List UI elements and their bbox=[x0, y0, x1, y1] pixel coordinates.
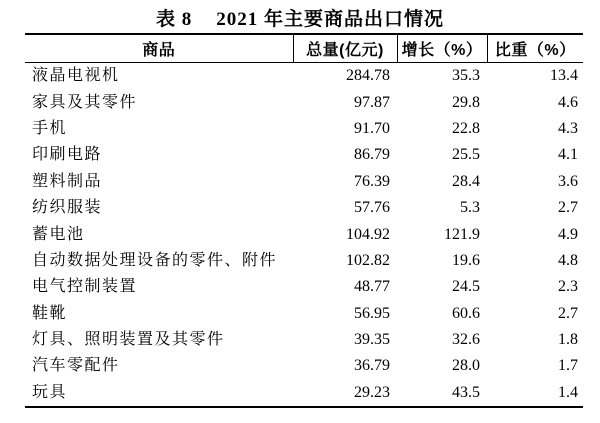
total-cell: 86.79 bbox=[354, 146, 390, 164]
table-row bbox=[25, 380, 583, 407]
commodity-cell: 液晶电视机 bbox=[32, 67, 120, 85]
total-cell: 39.35 bbox=[354, 331, 390, 349]
total-cell: 91.70 bbox=[354, 119, 390, 137]
growth-cell: 25.5 bbox=[452, 146, 480, 164]
export-table bbox=[25, 33, 583, 408]
total-cell: 97.87 bbox=[354, 93, 390, 111]
commodity-cell: 电气控制装置 bbox=[32, 278, 138, 296]
total-cell: 102.82 bbox=[346, 251, 390, 269]
share-cell: 1.4 bbox=[558, 383, 578, 401]
growth-cell: 19.6 bbox=[452, 251, 480, 269]
table-number: 表 8 bbox=[155, 9, 193, 30]
commodity-cell: 灯具、照明装置及其零件 bbox=[32, 331, 225, 349]
share-cell: 2.7 bbox=[558, 304, 578, 322]
share-cell: 1.8 bbox=[558, 331, 578, 349]
header-commodity: 商品 bbox=[25, 34, 293, 63]
total-cell: 284.78 bbox=[346, 67, 390, 85]
share-cell: 4.9 bbox=[558, 225, 578, 243]
share-cell: 3.6 bbox=[558, 172, 578, 190]
table-row bbox=[25, 63, 583, 90]
growth-cell: 24.5 bbox=[452, 278, 480, 296]
commodity-cell: 塑料制品 bbox=[32, 172, 103, 190]
table-title bbox=[0, 4, 600, 31]
table-row bbox=[25, 142, 583, 168]
table-row bbox=[25, 301, 583, 327]
growth-cell: 60.6 bbox=[452, 304, 480, 322]
total-cell: 56.95 bbox=[354, 304, 390, 322]
table-row bbox=[25, 248, 583, 274]
commodity-cell: 手机 bbox=[32, 119, 68, 137]
growth-cell: 35.3 bbox=[452, 67, 480, 85]
commodity-cell: 汽车零配件 bbox=[32, 357, 120, 375]
header-total: 总量(亿元) bbox=[293, 34, 397, 63]
share-cell: 4.3 bbox=[558, 119, 578, 137]
table-caption: 2021 年主要商品出口情况 bbox=[216, 9, 445, 30]
growth-cell: 121.9 bbox=[444, 225, 480, 243]
share-cell: 2.3 bbox=[558, 278, 578, 296]
header-row bbox=[25, 34, 583, 63]
share-cell: 1.7 bbox=[558, 357, 578, 375]
table-row bbox=[25, 169, 583, 195]
growth-cell: 28.4 bbox=[452, 172, 480, 190]
commodity-cell: 家具及其零件 bbox=[32, 93, 138, 111]
share-cell: 13.4 bbox=[550, 67, 578, 85]
table-row bbox=[25, 116, 583, 142]
total-cell: 29.23 bbox=[354, 383, 390, 401]
table-row bbox=[25, 195, 583, 221]
growth-cell: 5.3 bbox=[460, 199, 480, 217]
commodity-cell: 鞋靴 bbox=[32, 304, 68, 322]
commodity-cell: 自动数据处理设备的零件、附件 bbox=[32, 251, 278, 269]
commodity-cell: 纺织服装 bbox=[32, 199, 103, 217]
total-cell: 57.76 bbox=[354, 199, 390, 217]
growth-cell: 29.8 bbox=[452, 93, 480, 111]
table-row bbox=[25, 221, 583, 247]
commodity-cell: 印刷电路 bbox=[32, 146, 103, 164]
table-row bbox=[25, 327, 583, 353]
growth-cell: 28.0 bbox=[452, 357, 480, 375]
header-growth: 增长（%） bbox=[397, 34, 487, 63]
total-cell: 48.77 bbox=[354, 278, 390, 296]
total-cell: 36.79 bbox=[354, 357, 390, 375]
commodity-cell: 玩具 bbox=[32, 383, 68, 401]
total-cell: 76.39 bbox=[354, 172, 390, 190]
share-cell: 2.7 bbox=[558, 199, 578, 217]
commodity-cell: 蓄电池 bbox=[32, 225, 85, 243]
total-cell: 104.92 bbox=[346, 225, 390, 243]
table-body bbox=[25, 63, 583, 408]
share-cell: 4.8 bbox=[558, 251, 578, 269]
table-row bbox=[25, 353, 583, 379]
share-cell: 4.1 bbox=[558, 146, 578, 164]
growth-cell: 22.8 bbox=[452, 119, 480, 137]
growth-cell: 43.5 bbox=[452, 383, 480, 401]
growth-cell: 32.6 bbox=[452, 331, 480, 349]
table-row bbox=[25, 274, 583, 300]
table-row bbox=[25, 89, 583, 115]
header-share: 比重（%） bbox=[487, 34, 583, 63]
share-cell: 4.6 bbox=[558, 93, 578, 111]
